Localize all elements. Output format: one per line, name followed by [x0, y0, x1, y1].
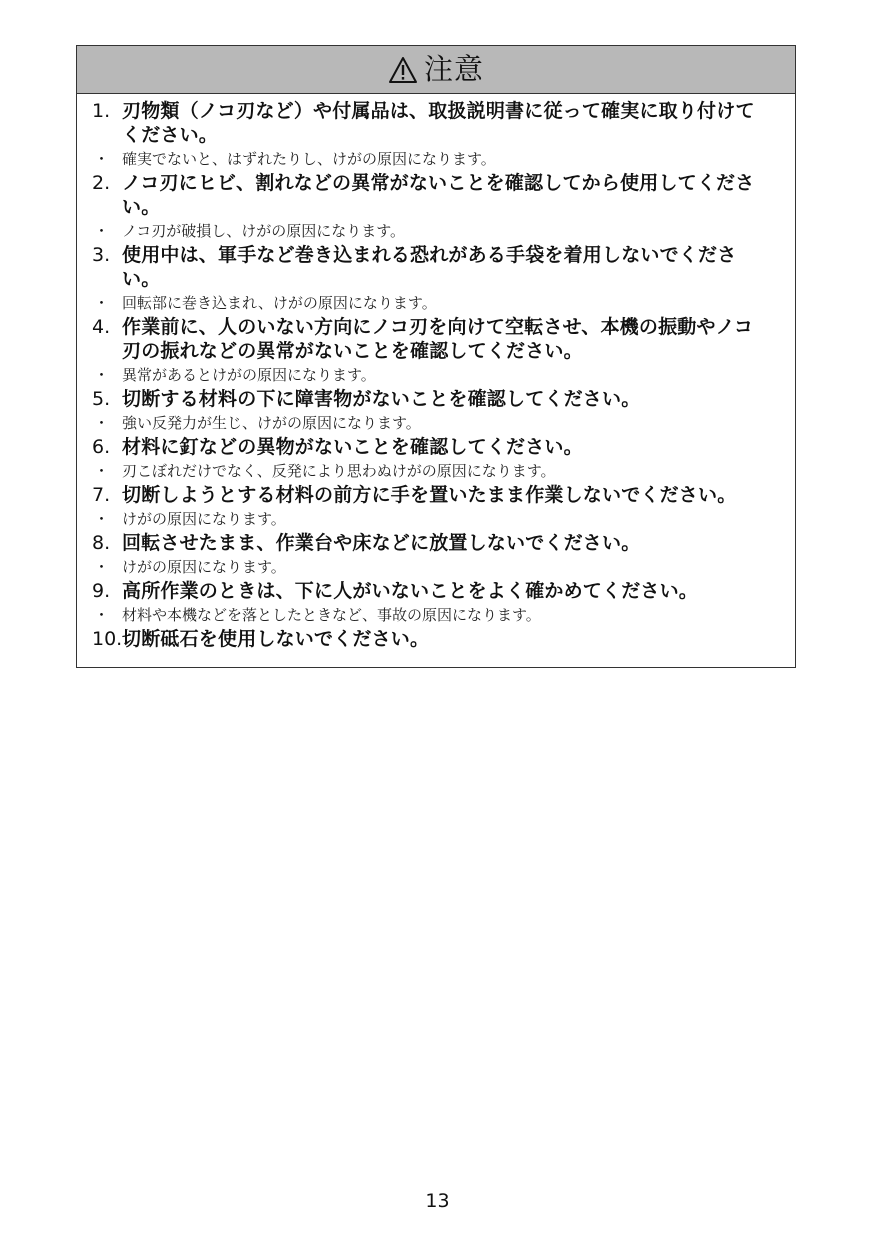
note-text: 回転部に巻き込まれ、けがの原因になります。 [122, 294, 437, 312]
caution-item [77, 435, 795, 459]
item-number: 2. [92, 172, 111, 194]
note-text: けがの原因になります。 [122, 510, 286, 528]
caution-note [77, 507, 795, 531]
caution-item [77, 483, 795, 507]
item-text: ノコ刃にヒビ、割れなどの異常がないことを確認してから使用してください。 [122, 172, 755, 218]
item-text: 切断砥石を使用しないでください。 [122, 628, 430, 650]
item-text: 高所作業のときは、下に人がいないことをよく確かめてください。 [122, 580, 699, 602]
page-number: 13 [425, 1190, 450, 1212]
item-text: 使用中は、軍手など巻き込まれる恐れがある手袋を着用しないでください。 [122, 244, 737, 290]
item-text: 回転させたまま、作業台や床などに放置しないでください。 [122, 532, 641, 554]
caution-item [77, 387, 795, 411]
note-bullet: ・ [94, 606, 110, 624]
caution-note [77, 555, 795, 579]
item-number: 8. [92, 532, 111, 554]
note-bullet: ・ [94, 222, 110, 240]
caution-note [77, 603, 795, 627]
note-bullet: ・ [94, 366, 110, 384]
item-text: 切断しようとする材料の前方に手を置いたまま作業しないでください。 [122, 484, 737, 506]
item-text: 刃物類（ノコ刃など）や付属品は、取扱説明書に従って確実に取り付けてください。 [122, 100, 755, 146]
caution-item [77, 315, 795, 363]
warning-triangle-icon [388, 56, 418, 84]
note-text: 異常があるとけがの原因になります。 [122, 366, 376, 384]
caution-note [77, 411, 795, 435]
item-number: 4. [92, 316, 111, 338]
item-number: 3. [92, 244, 111, 266]
item-number: 5. [92, 388, 111, 410]
item-number: 1. [92, 100, 111, 122]
item-text: 材料に釘などの異物がないことを確認してください。 [122, 436, 583, 458]
item-number: 7. [92, 484, 111, 506]
caution-item [77, 243, 795, 291]
caution-list [77, 94, 795, 651]
item-number: 10. [92, 628, 123, 650]
item-number: 6. [92, 436, 111, 458]
note-bullet: ・ [94, 510, 110, 528]
note-bullet: ・ [94, 462, 110, 480]
item-number: 9. [92, 580, 111, 602]
note-text: ノコ刃が破損し、けがの原因になります。 [122, 222, 406, 240]
note-text: けがの原因になります。 [122, 558, 286, 576]
caution-note [77, 291, 795, 315]
item-text: 作業前に、人のいない方向にノコ刃を向けて空転させ、本機の振動やノコ刃の振れなどの異常がないことを確認してください。 [122, 316, 754, 362]
note-bullet: ・ [94, 150, 110, 168]
caution-header [77, 46, 795, 94]
caution-item [77, 627, 795, 651]
caution-box [76, 45, 796, 668]
note-text: 材料や本機などを落としたときなど、事故の原因になります。 [122, 606, 541, 624]
caution-note [77, 147, 795, 171]
caution-note [77, 459, 795, 483]
item-text: 切断する材料の下に障害物がないことを確認してください。 [122, 388, 641, 410]
caution-item [77, 531, 795, 555]
note-bullet: ・ [94, 294, 110, 312]
caution-note [77, 219, 795, 243]
caution-item [77, 579, 795, 603]
note-bullet: ・ [94, 414, 110, 432]
caution-item [77, 99, 795, 147]
note-text: 強い反発力が生じ、けがの原因になります。 [122, 414, 421, 432]
note-text: 確実でないと、はずれたりし、けがの原因になります。 [122, 150, 496, 168]
caution-item [77, 171, 795, 219]
note-text: 刃こぼれだけでなく、反発により思わぬけがの原因になります。 [122, 462, 556, 480]
note-bullet: ・ [94, 558, 110, 576]
caution-title: 注意 [423, 52, 484, 86]
caution-note [77, 363, 795, 387]
